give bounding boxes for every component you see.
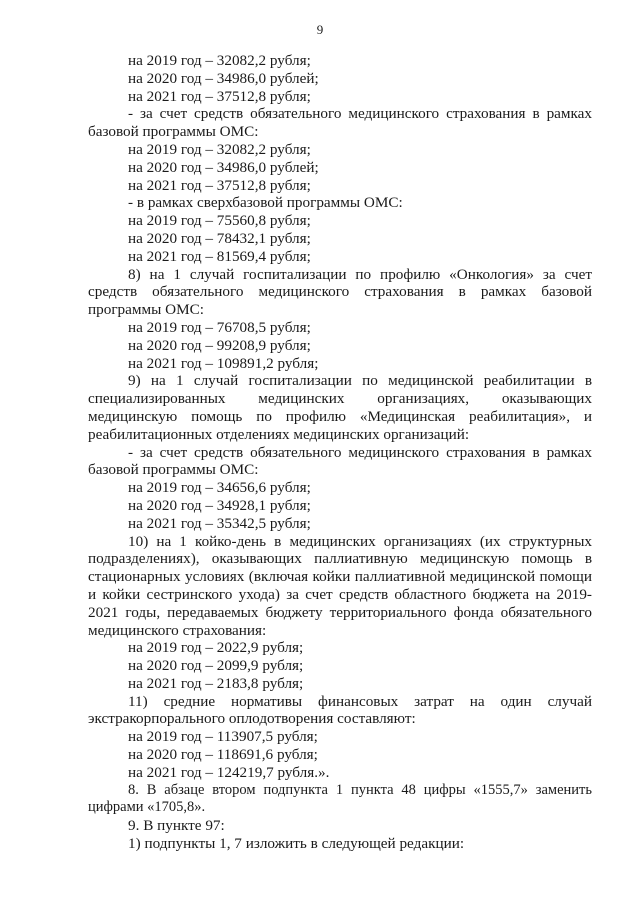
paragraph: 11) средние нормативы финансовых затрат на один случай экстракорпорального оплодотворения составляют: [88,692,592,728]
text-line: - в рамках сверхбазовой программы ОМС: [128,194,403,212]
text-line: на 2020 год – 118691,6 рубля; [128,746,318,764]
text-line: на 2021 год – 37512,8 рубля; [128,176,311,194]
text-line: на 2020 год – 34928,1 рубля; [128,496,311,514]
text-line: на 2020 год – 34986,0 рублей; [128,69,319,87]
text-line: на 2021 год – 81569,4 рубля; [128,247,311,265]
text-line: на 2019 год – 32082,2 рубля; [128,140,311,158]
text-line: на 2020 год – 99208,9 рубля; [128,336,311,354]
document-body [88,52,592,853]
paragraph: - за счет средств обязательного медицинского страхования в рамках базовой программы ОМС: [88,443,592,479]
text-line: 9. В пункте 97: [128,817,225,835]
text-line: на 2019 год – 76708,5 рубля; [128,318,311,336]
text-line: на 2020 год – 2099,9 рубля; [128,657,304,675]
text-line: на 2019 год – 2022,9 рубля; [128,639,304,657]
paragraph: 9) на 1 случай госпитализации по медицинской реабилитации в специализированных медицинских организациях, оказывающих медицинскую помощь по профилю «Медицинская реабилитация», и реабилитационных отделениях медицинских организаций: [88,372,592,443]
text-line: на 2021 год – 35342,5 рубля; [128,514,311,532]
text-line: на 2021 год – 2183,8 рубля; [128,674,304,692]
page-number: 9 [316,22,324,37]
text-line: 1) подпункты 1, 7 изложить в следующей редакции: [128,835,465,853]
text-line: на 2019 год – 32082,2 рубля; [128,52,311,69]
text-line: на 2019 год – 34656,6 рубля; [128,479,311,497]
text-line: на 2021 год – 109891,2 рубля; [128,354,319,372]
text-line: на 2020 год – 34986,0 рублей; [128,158,319,176]
paragraph: 10) на 1 койко-день в медицинских организациях (их структурных подразделениях), оказывающих паллиативную медицинскую помощь в стационарных условиях (включая койки паллиативной медицинской помощи и койки сестринского ухода) за счет средств областного бюджета на 2019-2021 годы, передаваемых бюджету территориального фонда обязательного медицинского страхования: [88,532,592,639]
paragraph: 8) на 1 случай госпитализации по профилю «Онкология» за счет средств обязательного медицинского страхования в рамках базовой программы ОМС: [88,265,592,319]
text-line: на 2021 год – 124219,7 рубля.». [128,763,330,781]
text-line: на 2019 год – 113907,5 рубля; [128,728,318,746]
paragraph: - за счет средств обязательного медицинского страхования в рамках базовой программы ОМС: [88,105,592,141]
text-line: на 2021 год – 37512,8 рубля; [128,87,311,105]
text-line: на 2019 год – 75560,8 рубля; [128,212,311,230]
paragraph: 8. В абзаце втором подпункта 1 пункта 48 цифры «1555,7» заменить цифрами «1705,8». [88,781,592,816]
text-line: на 2020 год – 78432,1 рубля; [128,229,311,247]
